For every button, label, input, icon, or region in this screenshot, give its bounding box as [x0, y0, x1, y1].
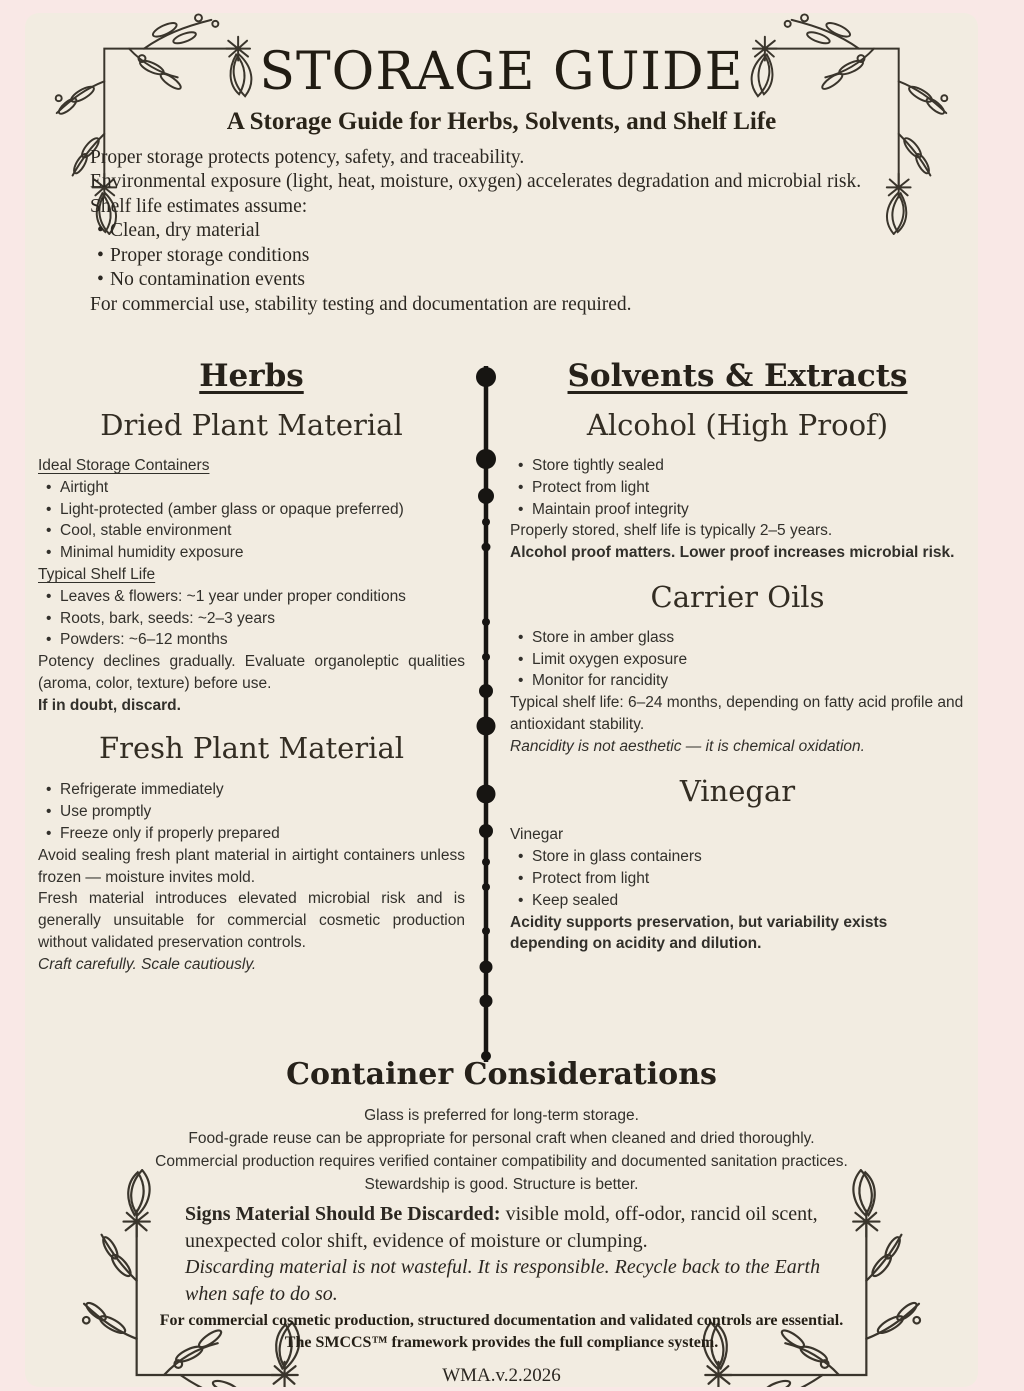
- columns: [38, 358, 965, 976]
- list-item: • Powders: ~6–12 months: [38, 629, 465, 651]
- section-title-vinegar: Vinegar: [679, 773, 796, 808]
- header: [25, 13, 978, 136]
- discard-paragraph: [185, 1201, 837, 1254]
- list-subhead: Ideal Storage Containers: [38, 456, 210, 474]
- version-label: WMA.v.2.2026: [442, 1365, 561, 1386]
- list-item: • Minimal humidity exposure: [38, 542, 465, 564]
- emphasis-line: Alcohol proof matters. Lower proof increases microbial risk.: [510, 544, 955, 562]
- dried-plant-list: [38, 455, 465, 717]
- list-item: • Protect from light: [510, 477, 965, 499]
- list-item: • Use promptly: [38, 801, 465, 823]
- column-solvents: [510, 358, 965, 976]
- italic-line: Craft carefully. Scale cautiously.: [38, 955, 257, 973]
- list-item: • Refrigerate immediately: [38, 779, 465, 801]
- intro-section: [90, 146, 928, 318]
- container-heading: Container Considerations: [286, 1057, 717, 1092]
- container-line: Glass is preferred for long-term storage.: [364, 1107, 639, 1124]
- carrier-oils-list: [510, 627, 965, 758]
- alcohol-list: [510, 455, 965, 564]
- list-item: • Light-protected (amber glass or opaque preferred): [38, 499, 465, 521]
- column-herbs: [38, 358, 465, 976]
- discard-lead: Signs Material Should Be Discarded:: [185, 1203, 501, 1225]
- intro-bullet: • Clean, dry material: [90, 219, 928, 244]
- intro-line: Environmental exposure (light, heat, moisture, oxygen) accelerates degradation and microbial risk.: [90, 171, 862, 193]
- list-label: Vinegar: [510, 826, 564, 844]
- section-title-fresh-plant-material: Fresh Plant Material: [98, 730, 405, 765]
- intro-bullet: • No contamination events: [90, 268, 928, 293]
- fresh-plant-list: [38, 779, 465, 975]
- intro-line: Proper storage protects potency, safety, and traceability.: [90, 146, 525, 168]
- section-title-alcohol: Alcohol (High Proof): [586, 408, 889, 443]
- page-subtitle: A Storage Guide for Herbs, Solvents, and Shelf Life: [226, 107, 777, 135]
- container-considerations-section: [25, 1057, 978, 1196]
- paper-sheet: [25, 13, 978, 1387]
- discard-rest: visible mold, off-odor, rancid oil scent, unexpected color shift, evidence of moisture or clumping.: [185, 1203, 818, 1252]
- paragraph: Fresh material introduces elevated microbial risk and is generally unsuitable for commercial cosmetic production without validated preservation controls.: [38, 890, 465, 951]
- discard-signs-section: [185, 1201, 837, 1307]
- italic-line: Rancidity is not aesthetic — it is chemical oxidation.: [510, 737, 865, 755]
- container-line: Stewardship is good. Structure is better.: [364, 1176, 639, 1193]
- intro-line: Shelf life estimates assume:: [90, 195, 308, 217]
- list-item: • Limit oxygen exposure: [510, 649, 965, 671]
- list-item: • Freeze only if properly prepared: [38, 823, 465, 845]
- list-subhead: Typical Shelf Life: [38, 565, 156, 583]
- solvents-heading: Solvents & Extracts: [567, 358, 908, 394]
- intro-bullet: • Proper storage conditions: [90, 244, 928, 269]
- list-item: • Store in glass containers: [510, 846, 965, 868]
- footer-line: The SMCCS™ framework provides the full compliance system.: [284, 1334, 719, 1351]
- list-item: • Roots, bark, seeds: ~2–3 years: [38, 608, 465, 630]
- list-item: • Store in amber glass: [510, 627, 965, 649]
- herbs-heading: Herbs: [199, 358, 304, 394]
- list-item: • Store tightly sealed: [510, 455, 965, 477]
- paragraph: Typical shelf life: 6–24 months, depending on fatty acid profile and antioxidant stability.: [510, 694, 964, 733]
- page-title: STORAGE GUIDE: [259, 42, 744, 102]
- paragraph: Properly stored, shelf life is typically 2–5 years.: [510, 522, 833, 540]
- list-item: • Maintain proof integrity: [510, 499, 965, 521]
- intro-line: For commercial use, stability testing and documentation are required.: [90, 293, 632, 315]
- paragraph: Potency declines gradually. Evaluate organoleptic qualities (aroma, color, texture) before use.: [38, 653, 465, 692]
- discard-italic-line: Discarding material is not wasteful. It is responsible. Recycle back to the Earth when safe to do so.: [185, 1256, 821, 1305]
- container-line: Food-grade reuse can be appropriate for personal craft when cleaned and dried thoroughly.: [188, 1130, 815, 1147]
- emphasis-line: Acidity supports preservation, but variability exists depending on acidity and dilution.: [510, 913, 888, 953]
- footer-line: For commercial cosmetic production, structured documentation and validated controls are essential.: [159, 1312, 844, 1329]
- section-title-dried-plant-material: Dried Plant Material: [100, 408, 403, 443]
- section-title-carrier-oils: Carrier Oils: [650, 579, 825, 614]
- footer: [25, 1310, 978, 1354]
- container-lines: [25, 1104, 978, 1196]
- vinegar-list: [510, 824, 965, 955]
- emphasis-line: If in doubt, discard.: [38, 696, 181, 714]
- list-item: • Monitor for rancidity: [510, 670, 965, 692]
- container-line: Commercial production requires verified container compatibility and documented sanitation practices.: [155, 1153, 848, 1170]
- list-item: • Keep sealed: [510, 890, 965, 912]
- list-item: • Protect from light: [510, 868, 965, 890]
- list-item: • Cool, stable environment: [38, 520, 465, 542]
- list-item: • Airtight: [38, 477, 465, 499]
- list-item: • Leaves & flowers: ~1 year under proper conditions: [38, 586, 465, 608]
- paragraph: Avoid sealing fresh plant material in airtight containers unless frozen — moisture invites mold.: [38, 846, 465, 886]
